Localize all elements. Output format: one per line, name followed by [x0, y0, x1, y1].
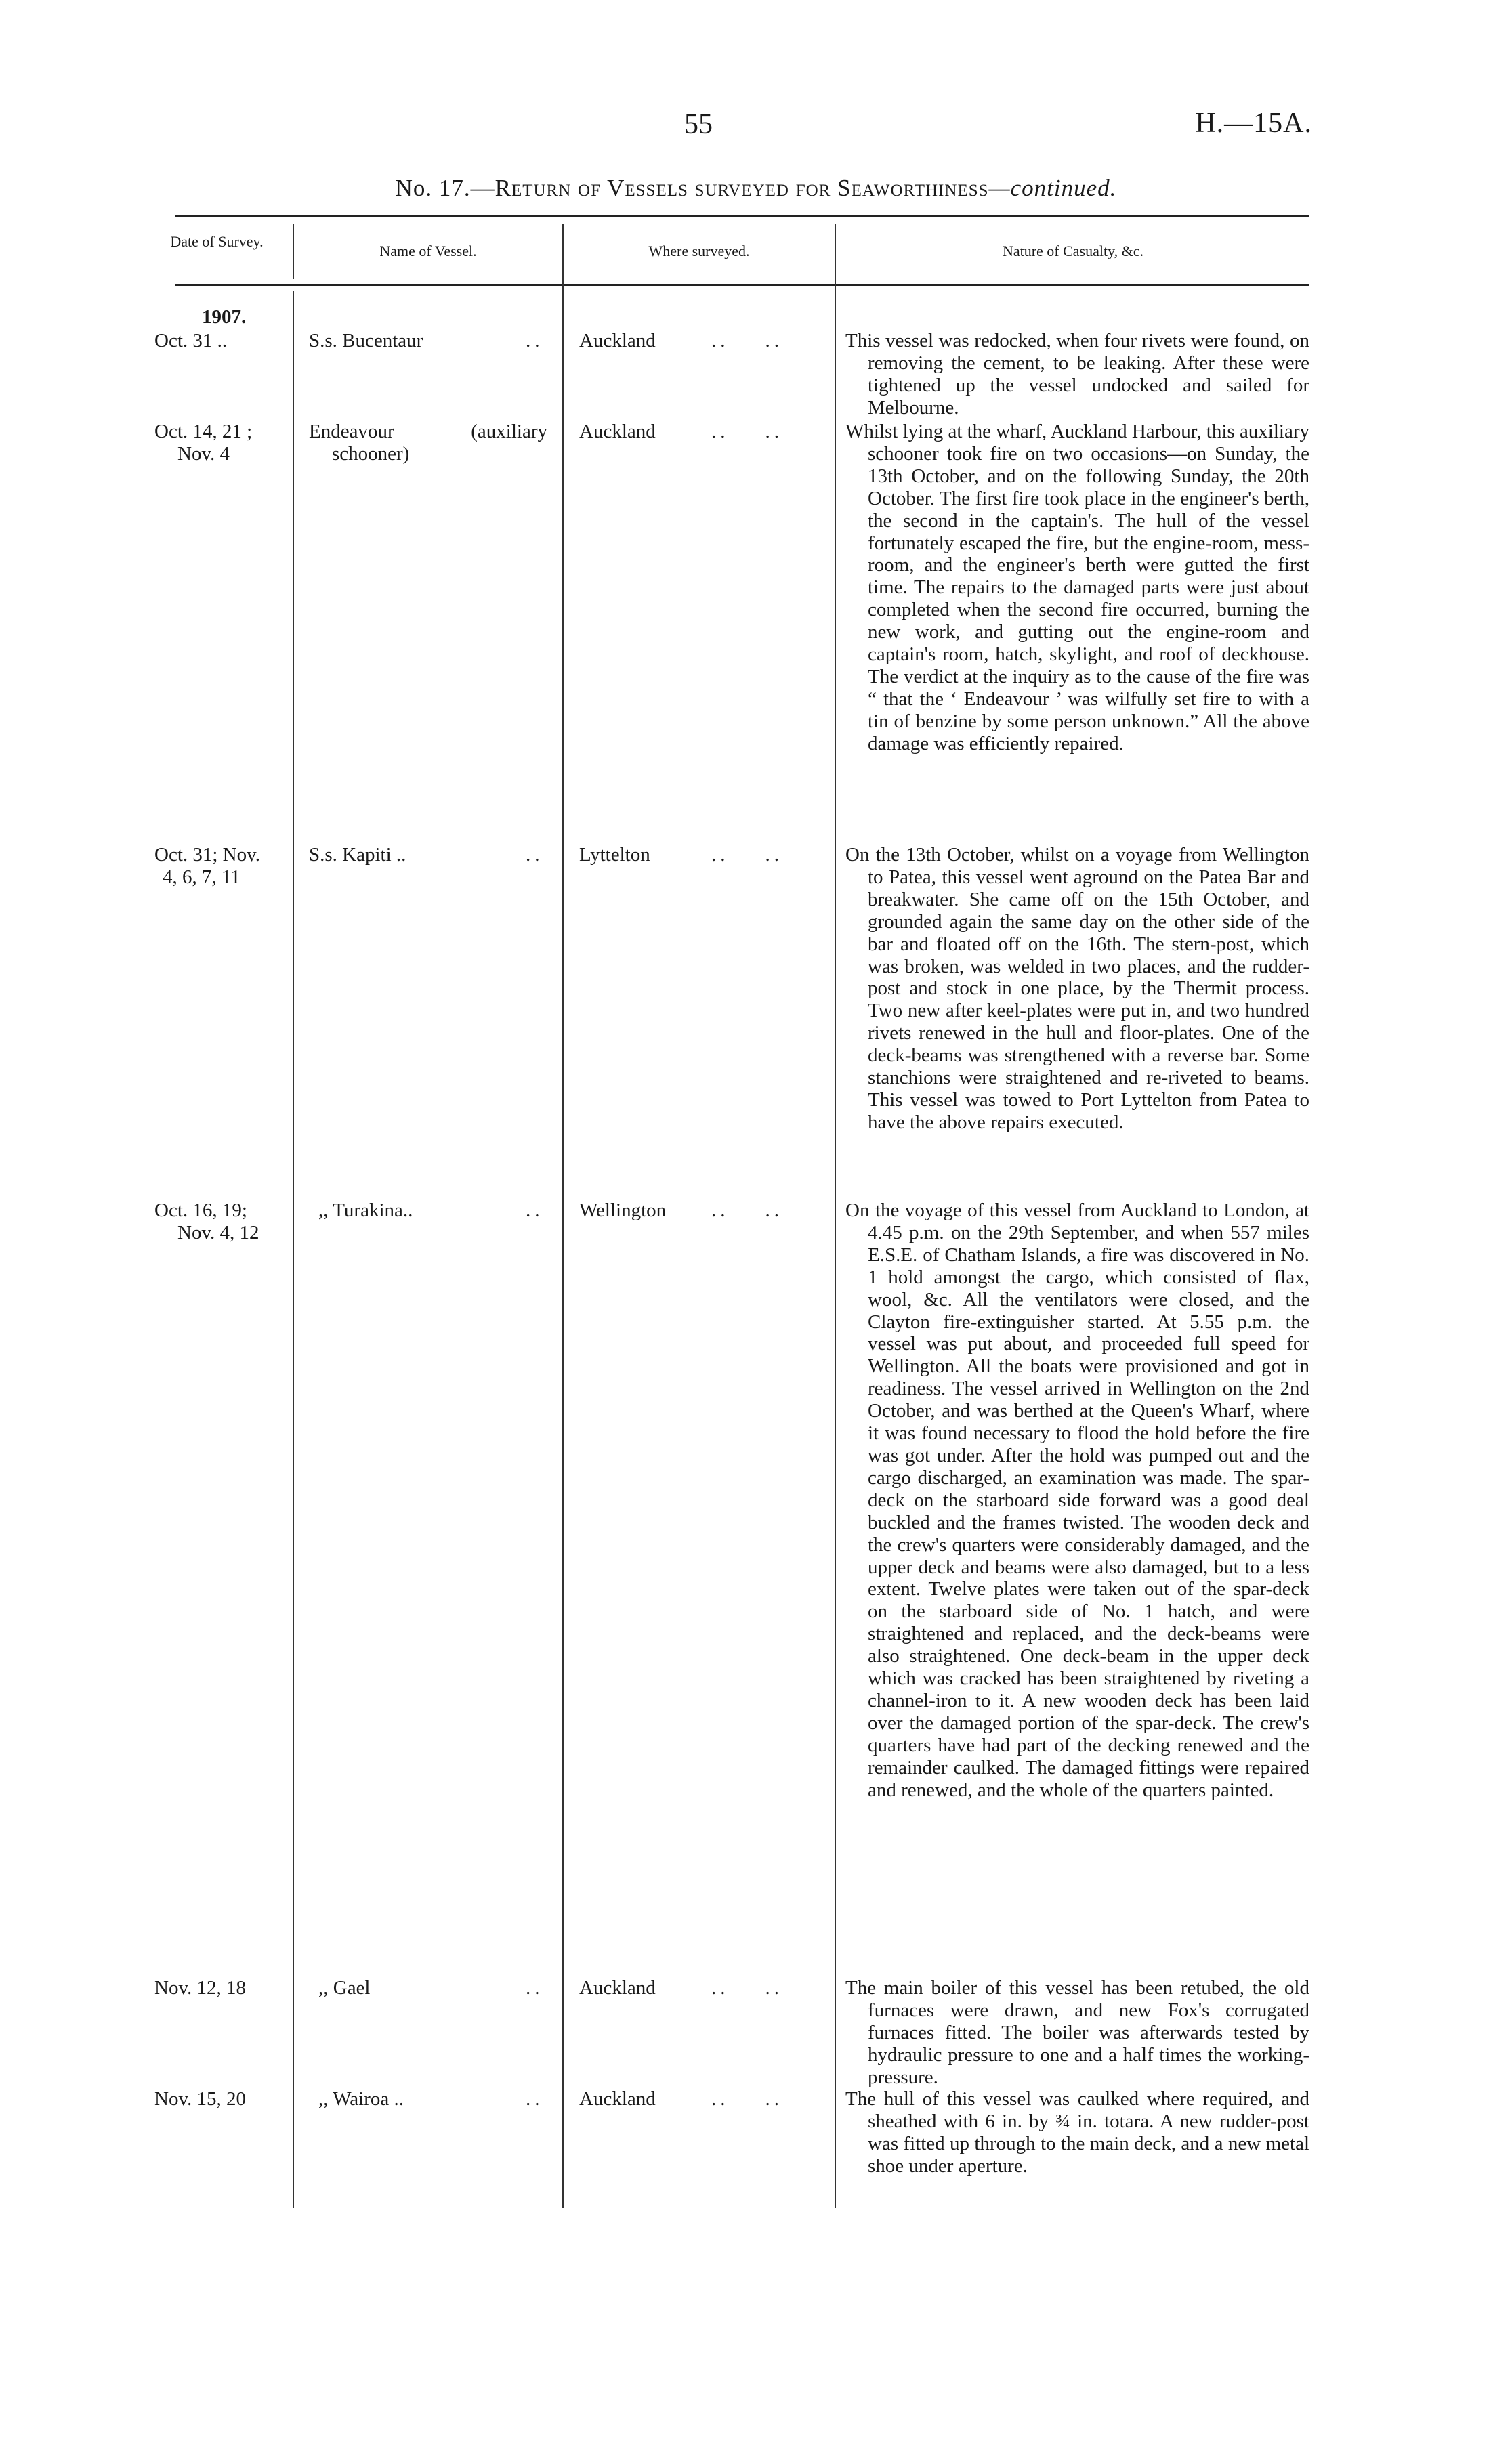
- leader-dots: ..: [526, 330, 544, 352]
- page-number: 55: [684, 109, 713, 140]
- header-date: Date of Survey.: [170, 233, 264, 250]
- date-cell: Oct. 14, 21 ;: [154, 421, 253, 442]
- vessel-name-cell: ,, Wairoa ..: [318, 2088, 404, 2110]
- header-name: Name of Vessel.: [379, 242, 477, 259]
- header-where: Where surveyed.: [648, 242, 750, 259]
- casualty-description: This vessel was redocked, when four rivets were found, on removing the cement, to be leaking. After these were tightened up the vessel undocked and sailed for Melbourne.: [845, 330, 1309, 419]
- leader-dots: ..: [526, 2088, 544, 2110]
- date-cell: Oct. 31 ..: [154, 330, 228, 352]
- leader-dots: .. ..: [711, 1977, 783, 1999]
- date-cell: Nov. 4, 12: [177, 1222, 259, 1244]
- table-title: [0, 175, 1512, 202]
- table-header-rule: [175, 284, 1309, 286]
- title-suffix: —continued.: [988, 175, 1117, 201]
- casualty-description: The hull of this vessel was caulked where required, and sheathed with 6 in. by ¾ in. totara. A new rudder-post was fitted up through to the main deck, and a new metal shoe under aperture.: [845, 2088, 1309, 2177]
- date-cell: 4, 6, 7, 11: [163, 866, 240, 888]
- casualty-description: On the voyage of this vessel from Auckland to London, at 4.45 p.m. on the 29th September, and when 557 miles E.S.E. of Chatham Islands, a fire was discovered in No. 1 hold amongst the cargo, which consisted of flax, wool, &c. All the ventilators were closed, and the Clayton fire-extinguisher started. At 5.55 p.m. the vessel was put about, and proceeded full speed for Wellington. All the boats were provisioned and got in readiness. The vessel arrived in Wellington on the 2nd October, and was berthed at the Queen's Wharf, where it was found necessary to flood the hold before the fire was got under. After the hold was pumped out and the cargo discharged, an examination was made. The spar-deck on the starboard side forward was a good deal buckled and the frames twisted. The wooden deck and the crew's quarters were considerably damaged, and the upper deck and beams were also damaged, but to a less extent. Twelve plates were taken out of the spar-deck on the starboard side of No. 1 hatch, and were straightened and replaced, and the deck-beams were also straightened. One deck-beam in the upper deck which was cracked has been straightened by riveting a channel-iron to it. A new wooden deck has been laid over the damaged portion of the spar-deck. The crew's quarters have had part of the decking renewed and the remainder caulked. The damaged fittings were repaired and renewed, and the whole of the quarters painted.: [845, 1199, 1309, 1801]
- leader-dots: .. ..: [711, 1199, 783, 1221]
- title-prefix: No. 17.—: [395, 175, 495, 201]
- date-cell: Oct. 16, 19;: [154, 1199, 247, 1221]
- where-cell: Auckland: [579, 2088, 656, 2110]
- vessel-name-cell: ,, Gael: [318, 1977, 371, 1999]
- where-cell: Auckland: [579, 421, 656, 442]
- date-cell: Nov. 15, 20: [154, 2088, 247, 2110]
- where-cell: Wellington: [579, 1199, 667, 1221]
- casualty-description: The main boiler of this vessel has been retubed, the old furnaces were drawn, and new Fox's corrugated furnaces fitted. The boiler was afterwards tested by hydraulic pressure to one and a half times the working-pressure.: [845, 1977, 1309, 2088]
- where-cell: Auckland: [579, 1977, 656, 1999]
- date-cell: Nov. 4: [177, 443, 230, 465]
- leader-dots: ..: [526, 1199, 544, 1221]
- year-label: 1907.: [202, 306, 247, 328]
- leader-dots: .. ..: [711, 421, 783, 442]
- document-code: H.—15A.: [1195, 108, 1312, 139]
- casualty-description: Whilst lying at the wharf, Auckland Harbour, this auxiliary schooner took fire on two occasions—on Sunday, the 13th October, and on the following Sunday, the 20th October. The first fire took place in the engineer's berth, the second in the captain's. The hull of the vessel fortunately escaped the fire, but the engine-room, mess-room, and the engineer's berth were gutted the first time. The repairs to the damaged parts were just about completed when the second fire occurred, burning the new work, and gutting out the engine-room and captain's room, hatch, skylight, and roof of deckhouse. The verdict at the inquiry as to the cause of the fire was “ that the ‘ Endeavour ’ was wilfully set fire to with a tin of benzine by some person unknown.” All the above damage was efficiently repaired.: [845, 421, 1310, 755]
- column-divider: [293, 291, 294, 2208]
- leader-dots: .. ..: [711, 2088, 783, 2110]
- leader-dots: .. ..: [711, 844, 783, 866]
- leader-dots: .. ..: [711, 330, 783, 352]
- where-cell: Lyttelton: [579, 844, 650, 866]
- column-divider: [835, 224, 836, 2208]
- date-cell: Oct. 31; Nov.: [154, 844, 260, 866]
- leader-dots: ..: [526, 844, 544, 866]
- where-cell: Auckland: [579, 330, 656, 352]
- leader-dots: ..: [526, 1977, 544, 1999]
- vessel-name-cell: S.s. Bucentaur: [309, 330, 423, 352]
- title-main: Return of Vessels surveyed for Seaworthiness: [495, 175, 989, 201]
- vessel-name-cell: Endeavour (auxiliary: [309, 421, 547, 442]
- table-top-rule: [175, 215, 1309, 217]
- header-nature: Nature of Casualty, &c.: [1002, 242, 1144, 259]
- date-cell: Nov. 12, 18: [154, 1977, 247, 1999]
- vessel-name-cell: schooner): [332, 443, 410, 465]
- column-divider: [293, 224, 294, 279]
- casualty-description: On the 13th October, whilst on a voyage from Wellington to Patea, this vessel went aground on the Patea Bar and breakwater. She came off on the 15th October, and grounded again the same day on the other side of the bar and floated off on the 16th. The stern-post, which was broken, was welded in two places, and the rudder-post and stock in one place, by the Thermit process. Two new after keel-plates were put in, and two hundred rivets renewed in the hull and floor-plates. One of the deck-beams was strengthened with a reverse bar. Some stanchions were straightened and re-riveted to beams. This vessel was towed to Port Lyttelton from Patea to have the above repairs executed.: [845, 844, 1309, 1133]
- vessel-name-cell: S.s. Kapiti ..: [309, 844, 406, 866]
- column-divider: [562, 224, 564, 2208]
- vessel-name-cell: ,, Turakina..: [318, 1199, 413, 1221]
